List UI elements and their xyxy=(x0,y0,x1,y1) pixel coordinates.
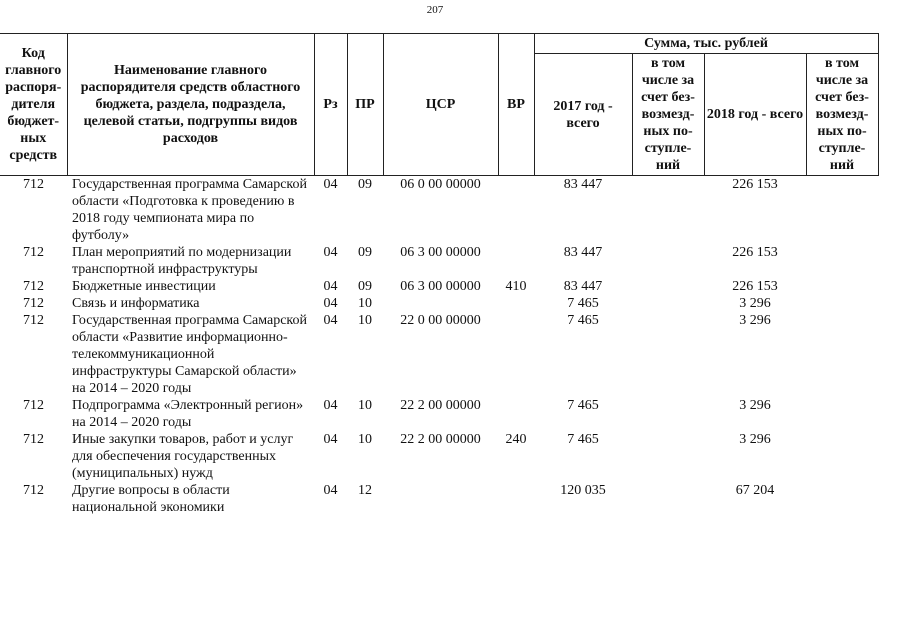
budget-table xyxy=(0,33,879,516)
cell-name: Бюджетные инвестиции xyxy=(72,279,216,294)
cell-rz: 04 xyxy=(323,432,338,447)
cell-vr: 410 xyxy=(505,279,527,294)
cell-2017-total: 83 447 xyxy=(563,245,603,260)
cell-csr xyxy=(383,295,498,312)
cell-pr: 09 xyxy=(358,279,372,294)
cell-csr: 22 2 00 00000 xyxy=(400,432,481,447)
cell-2018-total: 67 204 xyxy=(735,483,775,498)
cell-pr: 09 xyxy=(358,245,372,260)
cell-name: Государственная программа Самарской области «Подготовка к проведению в 2018 году чемпионата мира по футболу» xyxy=(72,177,308,243)
cell-2017-total: 83 447 xyxy=(563,177,603,192)
cell-vr xyxy=(498,397,534,431)
cell-2017-total: 83 447 xyxy=(563,279,603,294)
table-row xyxy=(0,397,878,431)
table-row xyxy=(0,244,878,278)
cell-vr xyxy=(498,244,534,278)
table-header xyxy=(0,34,878,176)
cell-rz: 04 xyxy=(323,313,338,328)
header-rz: Рз xyxy=(314,34,347,176)
cell-2018-free xyxy=(806,397,878,431)
cell-2017-total: 120 035 xyxy=(560,483,606,498)
cell-2017-free xyxy=(632,278,704,295)
header-name: Наименование главного распорядителя средств областного бюджета, раздела, подраздела, целевой статьи, подгруппы видов расходов xyxy=(67,34,314,176)
cell-rz: 04 xyxy=(323,483,338,498)
cell-code: 712 xyxy=(23,296,44,311)
cell-name: Подпрограмма «Электронный регион» на 2014 – 2020 годы xyxy=(72,398,304,430)
cell-2017-total: 7 465 xyxy=(567,296,599,311)
cell-rz: 04 xyxy=(323,398,338,413)
cell-2018-free xyxy=(806,431,878,482)
cell-2017-total: 7 465 xyxy=(567,313,599,328)
cell-2017-free xyxy=(632,295,704,312)
header-csr: ЦСР xyxy=(383,34,498,176)
cell-pr: 10 xyxy=(358,398,372,413)
cell-code: 712 xyxy=(23,432,44,447)
table-row xyxy=(0,482,878,516)
page-number: 207 xyxy=(426,4,444,16)
cell-2018-free xyxy=(806,244,878,278)
cell-vr xyxy=(498,295,534,312)
cell-code: 712 xyxy=(23,177,44,192)
cell-pr: 10 xyxy=(358,296,372,311)
cell-code: 712 xyxy=(23,483,44,498)
cell-2018-total: 3 296 xyxy=(739,313,771,328)
header-pr: ПР xyxy=(347,34,383,176)
table-row xyxy=(0,431,878,482)
cell-code: 712 xyxy=(23,245,44,260)
cell-vr xyxy=(498,482,534,516)
cell-2017-total: 7 465 xyxy=(567,432,599,447)
cell-2018-total: 3 296 xyxy=(739,398,771,413)
header-code: Код главного распоря-дителя бюджет-ных средств xyxy=(0,34,67,176)
cell-2017-free xyxy=(632,176,704,245)
cell-2018-free xyxy=(806,482,878,516)
cell-2018-total: 226 153 xyxy=(732,245,778,260)
cell-2018-free xyxy=(806,278,878,295)
cell-rz: 04 xyxy=(323,177,338,192)
cell-2017-free xyxy=(632,431,704,482)
cell-2017-free xyxy=(632,482,704,516)
cell-csr: 22 0 00 00000 xyxy=(400,313,481,328)
cell-2017-free xyxy=(632,244,704,278)
cell-rz: 04 xyxy=(323,296,338,311)
cell-csr: 22 2 00 00000 xyxy=(400,398,481,413)
cell-2018-free xyxy=(806,176,878,245)
cell-code: 712 xyxy=(23,398,44,413)
cell-name: Связь и информатика xyxy=(72,296,200,311)
cell-name: Другие вопросы в области национальной экономики xyxy=(72,483,230,515)
cell-pr: 10 xyxy=(358,313,372,328)
cell-name: Иные закупки товаров, работ и услуг для обеспечения государственных (муниципальных) нужд xyxy=(72,432,294,481)
cell-2018-free xyxy=(806,312,878,397)
cell-code: 712 xyxy=(23,313,44,328)
cell-2017-total: 7 465 xyxy=(567,398,599,413)
header-2018-free: в том числе за счет без-возмезд-ных по-ступле-ний xyxy=(806,54,878,176)
table-row xyxy=(0,312,878,397)
header-2017-free: в том числе за счет без-возмезд-ных по-ступле-ний xyxy=(632,54,704,176)
cell-pr: 12 xyxy=(358,483,372,498)
cell-vr xyxy=(498,312,534,397)
cell-rz: 04 xyxy=(323,245,338,260)
cell-2017-free xyxy=(632,397,704,431)
table-row xyxy=(0,295,878,312)
cell-2018-total: 3 296 xyxy=(739,432,771,447)
table-row xyxy=(0,176,878,245)
header-sum-group: Сумма, тыс. рублей xyxy=(534,34,878,54)
cell-name: Государственная программа Самарской области «Развитие информационно-телекоммуникационной инфраструктуры Самарской области» на 2014 – 2020 годы xyxy=(72,313,308,396)
header-2017-total: 2017 год - всего xyxy=(534,54,632,176)
cell-csr: 06 3 00 00000 xyxy=(400,279,481,294)
cell-vr: 240 xyxy=(505,432,527,447)
table-body xyxy=(0,176,878,517)
header-vr: ВР xyxy=(498,34,534,176)
cell-2018-free xyxy=(806,295,878,312)
cell-code: 712 xyxy=(23,279,44,294)
table-row xyxy=(0,278,878,295)
cell-2017-free xyxy=(632,312,704,397)
cell-rz: 04 xyxy=(323,279,338,294)
cell-csr xyxy=(383,482,498,516)
header-2018-total: 2018 год - всего xyxy=(704,54,806,176)
cell-pr: 10 xyxy=(358,432,372,447)
cell-pr: 09 xyxy=(358,177,372,192)
cell-name: План мероприятий по модернизации транспортной инфраструктуры xyxy=(72,245,292,277)
cell-vr xyxy=(498,176,534,245)
cell-2018-total: 226 153 xyxy=(732,279,778,294)
cell-csr: 06 3 00 00000 xyxy=(400,245,481,260)
cell-csr: 06 0 00 00000 xyxy=(400,177,481,192)
cell-2018-total: 3 296 xyxy=(739,296,771,311)
cell-2018-total: 226 153 xyxy=(732,177,778,192)
